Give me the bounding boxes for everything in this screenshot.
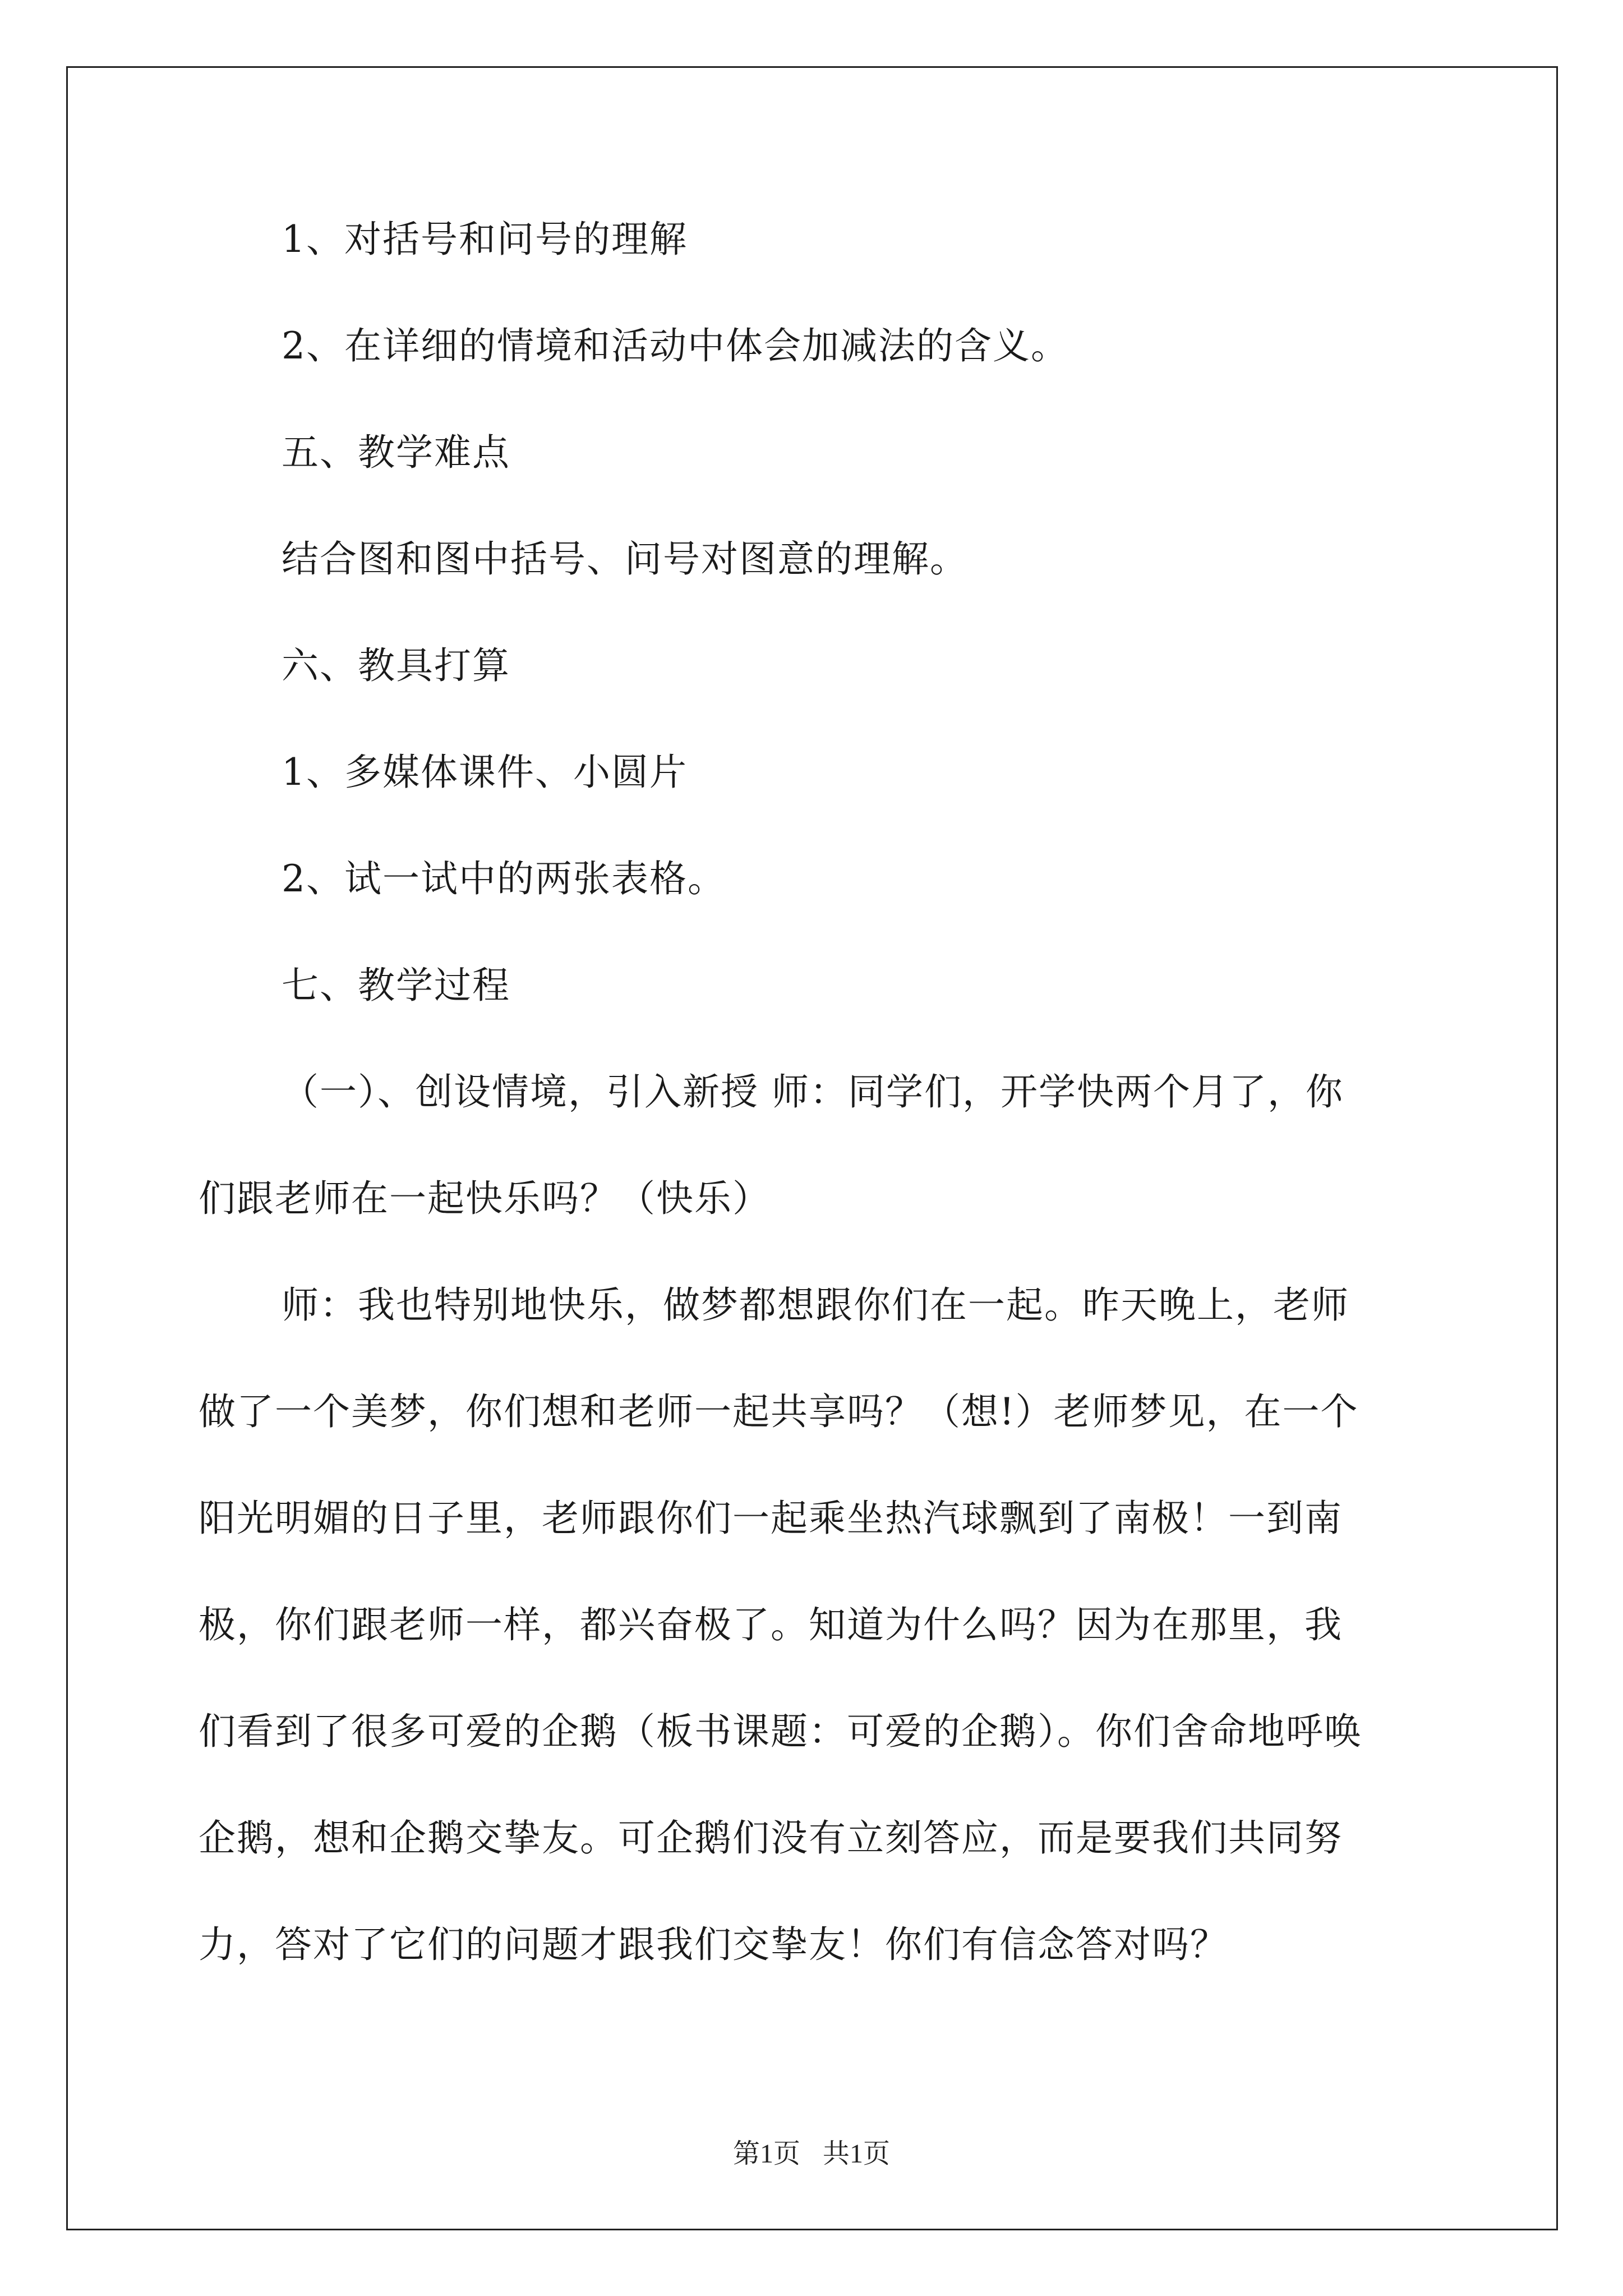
- text-line: 力，答对了它们的问题才跟我们交挚友！你们有信念答对吗？: [199, 1923, 1228, 1966]
- text-line: 极，你们跟老师一样，都兴奋极了。知道为什么吗？因为在那里，我: [199, 1603, 1343, 1646]
- text-line: 企鹅，想和企鹅交挚友。可企鹅们没有立刻答应，而是要我们共同努: [199, 1816, 1343, 1860]
- text-line: 阳光明媚的日子里，老师跟你们一起乘坐热汽球飘到了南极！一到南: [199, 1497, 1343, 1540]
- paragraph: 2、在详细的情境和活动中体会加减法的含义。: [282, 324, 1069, 367]
- paragraph: 2、试一试中的两张表格。: [282, 857, 726, 900]
- text-line: 们跟老师在一起快乐吗？（快乐）: [199, 1177, 771, 1220]
- section-heading: 六、教具打算: [282, 644, 510, 687]
- section-heading: 七、教学过程: [282, 964, 510, 1007]
- text-line: 们看到了很多可爱的企鹅（板书课题：可爱的企鹅）。你们舍命地呼唤: [199, 1710, 1362, 1753]
- page-total: 共1页: [823, 2139, 891, 2169]
- section-heading: 五、教学难点: [282, 431, 510, 474]
- text-line: （一）、创设情境，引入新授 师：同学们，开学快两个月了，你: [282, 1070, 1344, 1114]
- paragraph: 1、对括号和问号的理解: [282, 218, 688, 261]
- paragraph-story: [199, 1285, 1421, 1966]
- page-footer: [0, 2132, 1623, 2170]
- paragraph: 结合图和图中括号、问号对图意的理解。: [282, 537, 968, 581]
- text-line: 师：我也特别地快乐，做梦都想跟你们在一起。昨天晚上，老师: [282, 1283, 1349, 1327]
- page-number: 第1页: [732, 2139, 800, 2169]
- paragraph: 1、多媒体课件、小圆片: [282, 751, 688, 794]
- document-body: [199, 219, 1421, 2031]
- text-line: 做了一个美梦，你们想和老师一起共享吗？（想!）老师梦见，在一个: [199, 1390, 1359, 1433]
- paragraph-intro: [199, 1071, 1421, 1220]
